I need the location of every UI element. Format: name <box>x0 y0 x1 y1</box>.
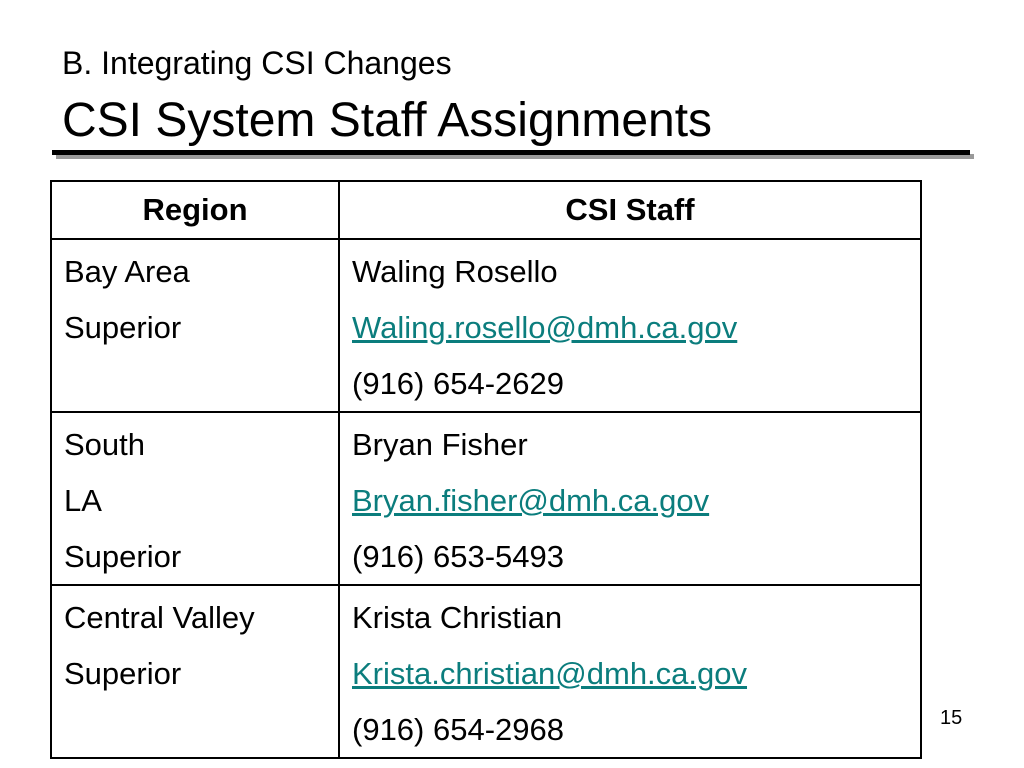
staff-phone: (916) 654-2629 <box>352 366 564 401</box>
region-name: Bay Area <box>64 254 190 289</box>
staff-phone: (916) 653-5493 <box>352 539 564 574</box>
slide-subtitle: B. Integrating CSI Changes <box>62 45 452 81</box>
staff-email-link[interactable]: Bryan.fisher@dmh.ca.gov <box>352 483 710 518</box>
region-name: Superior <box>64 310 182 345</box>
region-name: Superior <box>64 656 182 691</box>
staff-name: Bryan Fisher <box>352 427 528 462</box>
region-column-header: Region <box>51 181 339 239</box>
staff-cell <box>339 585 921 758</box>
region-name: Central Valley <box>64 600 255 635</box>
staff-cell <box>339 239 921 412</box>
staff-cell <box>339 412 921 585</box>
title-rule <box>52 150 970 155</box>
page-number: 15 <box>940 707 963 729</box>
staff-assignments-table <box>50 180 922 759</box>
table-row <box>51 412 921 585</box>
table-row <box>51 585 921 758</box>
csi-staff-column-header: CSI Staff <box>339 181 921 239</box>
region-cell <box>51 585 339 758</box>
table-header-row <box>51 181 921 239</box>
region-cell <box>51 412 339 585</box>
table-row <box>51 239 921 412</box>
staff-name: Krista Christian <box>352 600 563 635</box>
region-name: Superior <box>64 539 182 574</box>
region-name: LA <box>64 483 102 518</box>
slide-title: CSI System Staff Assignments <box>62 94 713 147</box>
staff-email-link[interactable]: Waling.rosello@dmh.ca.gov <box>352 310 738 345</box>
staff-phone: (916) 654-2968 <box>352 712 564 747</box>
region-cell <box>51 239 339 412</box>
staff-email-link[interactable]: Krista.christian@dmh.ca.gov <box>352 656 748 691</box>
region-name: South <box>64 427 146 462</box>
staff-name: Waling Rosello <box>352 254 558 289</box>
